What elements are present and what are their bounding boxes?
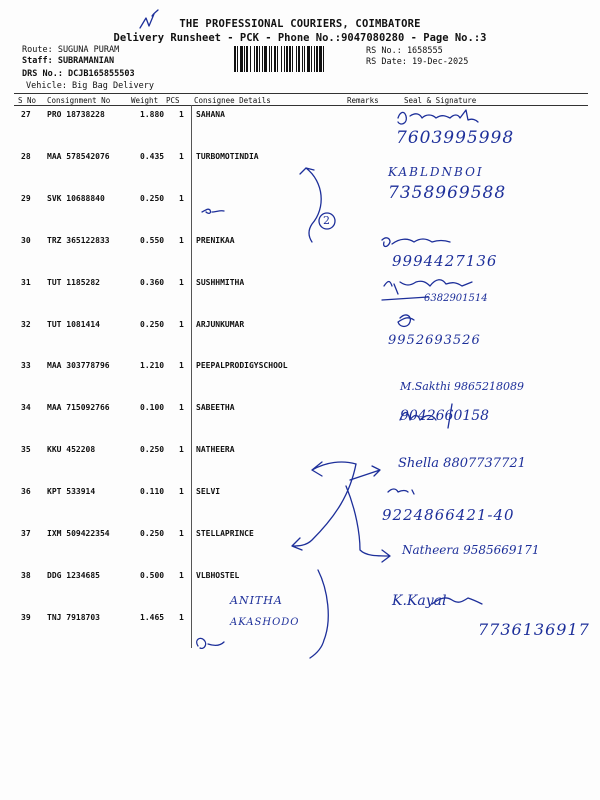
barcode-bar xyxy=(302,46,303,72)
handwritten-signature: Natheera 9585669171 xyxy=(402,543,540,557)
handwritten-name: ANITHA xyxy=(230,594,283,607)
handwritten-phone: 9224866421-40 xyxy=(382,506,515,524)
barcode-bar xyxy=(296,46,297,72)
barcode-bar xyxy=(284,46,285,72)
pieces-count: 1 xyxy=(179,193,184,203)
weight-value: 0.110 xyxy=(140,487,165,497)
handwritten-signature: K.Kayal xyxy=(392,593,447,609)
pieces-count: 1 xyxy=(179,235,184,245)
consignee-name: STELLAPRINCE xyxy=(196,529,254,538)
weight-value: 0.250 xyxy=(140,319,165,329)
pieces-count: 1 xyxy=(179,361,184,371)
consignment-number: MAA 715092766 xyxy=(47,403,110,413)
weight-value: 0.250 xyxy=(140,193,165,203)
header-rule-bottom xyxy=(14,105,588,106)
weight-value: 1.210 xyxy=(140,361,165,371)
handwritten-phone: 9994427136 xyxy=(392,252,498,270)
handwritten-phone: 7603995998 xyxy=(396,128,515,148)
barcode-bar xyxy=(311,46,312,72)
barcode-bar xyxy=(240,46,243,72)
handwritten-phone: 7358969588 xyxy=(388,183,507,203)
col-sno: S No xyxy=(18,96,37,105)
table-row xyxy=(0,152,600,194)
barcode-bar xyxy=(286,46,288,72)
serial-number: 37 xyxy=(21,529,31,538)
handwritten-phone: 9952693526 xyxy=(388,333,481,348)
barcode-bar xyxy=(244,46,245,72)
consignment-number: SVK 10688840 xyxy=(47,193,105,203)
weight-value: 0.250 xyxy=(140,445,165,455)
serial-number: 39 xyxy=(21,612,31,622)
barcode-bar xyxy=(277,46,278,72)
consignee-name: SELVI xyxy=(196,487,221,497)
consignment-number: TUT 1185282 xyxy=(47,277,100,287)
table-row xyxy=(0,571,600,613)
barcode-bar xyxy=(314,46,315,72)
document-subtitle: Delivery Runsheet - PCK - Phone No.:9047080280 - Page No.:3 xyxy=(113,32,487,44)
rs-number: RS No.: 1658555 xyxy=(366,46,443,56)
rs-date: RS Date: 19-Dec-2025 xyxy=(366,57,469,67)
pieces-count: 1 xyxy=(179,570,184,580)
barcode-bar xyxy=(323,46,324,72)
barcode-bar xyxy=(234,46,236,72)
col-pcs: PCS xyxy=(166,96,180,105)
col-seal-signature: Seal & Signature xyxy=(404,96,477,105)
consignment-number: IXM 509422354 xyxy=(47,529,110,538)
barcode-bar xyxy=(259,46,260,72)
weight-value: 0.100 xyxy=(140,403,165,413)
consignment-number: TNJ 7918703 xyxy=(47,612,100,622)
drs-number: DRS No.: DCJB165855503 xyxy=(22,69,135,79)
barcode-bar xyxy=(250,46,251,72)
consignee-name: TURBOMOTINDIA xyxy=(196,151,259,161)
barcode-bar xyxy=(307,46,310,72)
barcode-bar xyxy=(298,46,300,72)
barcode-bar xyxy=(269,46,270,72)
barcode-bar xyxy=(262,46,263,72)
handwritten-phone: 9042660158 xyxy=(400,408,490,424)
vehicle-label: Vehicle: Big Bag Delivery xyxy=(26,81,154,91)
barcode-bar xyxy=(319,46,322,72)
consignment-number: DDG 1234685 xyxy=(47,570,100,580)
barcode-bar xyxy=(289,46,291,72)
pieces-count: 1 xyxy=(179,277,184,287)
handwritten-name: KABLDNBOI xyxy=(388,165,484,179)
consignment-number: PRO 18738228 xyxy=(47,110,105,119)
weight-value: 1.880 xyxy=(140,110,165,119)
weight-value: 0.550 xyxy=(140,235,165,245)
consignee-name: VLBHOSTEL xyxy=(196,570,240,580)
pieces-count: 1 xyxy=(179,487,184,497)
consignee-name: PEEPALPRODIGYSCHOOL xyxy=(196,361,288,371)
consignment-number: TRZ 365122833 xyxy=(47,235,110,245)
consignment-number: MAA 578542076 xyxy=(47,151,110,161)
weight-value: 0.360 xyxy=(140,277,165,287)
route-label: Route: SUGUNA PURAM xyxy=(22,45,120,55)
pieces-count: 1 xyxy=(179,612,184,622)
pieces-count: 1 xyxy=(179,403,184,413)
table-row xyxy=(0,320,600,362)
consignee-name: SUSHHMITHA xyxy=(196,277,245,287)
col-weight: Weight xyxy=(131,96,159,105)
serial-number: 29 xyxy=(21,193,31,203)
table-row xyxy=(0,403,600,445)
barcode-bar xyxy=(256,46,258,72)
handwritten-signature: M.Sakthi 9865218089 xyxy=(400,380,525,393)
barcode-bar xyxy=(254,46,255,72)
col-consignee: Consignee Details xyxy=(194,96,271,105)
barcode-bar xyxy=(246,46,248,72)
barcode-bar xyxy=(304,46,305,72)
serial-number: 28 xyxy=(21,151,31,161)
serial-number: 36 xyxy=(21,487,31,497)
table-row xyxy=(0,278,600,320)
barcode-bar xyxy=(281,46,282,72)
handwritten-name: AKASHODO xyxy=(230,617,300,628)
col-consignment: Consignment No xyxy=(47,96,111,105)
handwritten-phone: 7736136917 xyxy=(478,620,590,639)
consignee-name: NATHEERA xyxy=(196,445,235,455)
serial-number: 33 xyxy=(21,361,31,371)
barcode-bar xyxy=(271,46,272,72)
barcode-bar xyxy=(237,46,238,72)
consignee-name: PRENIKAA xyxy=(196,235,235,245)
barcode-bar xyxy=(292,46,293,72)
consignee-name: SABEETHA xyxy=(196,403,235,413)
serial-number: 27 xyxy=(21,110,31,119)
serial-number: 38 xyxy=(21,570,31,580)
handwritten-signature: Shella 8807737721 xyxy=(398,456,526,471)
header-rule-top xyxy=(14,93,588,94)
consignee-name: ARJUNKUMAR xyxy=(196,319,245,329)
handwritten-phone: 6382901514 xyxy=(424,293,488,304)
document-title: THE PROFESSIONAL COURIERS, COIMBATORE xyxy=(179,18,421,30)
table-row xyxy=(0,194,600,236)
weight-value: 0.250 xyxy=(140,529,165,538)
col-remarks: Remarks xyxy=(347,96,379,105)
circled-number: 2 xyxy=(323,214,330,227)
pieces-count: 1 xyxy=(179,151,184,161)
barcode-bar xyxy=(274,46,276,72)
consignment-number: MAA 303778796 xyxy=(47,361,110,371)
pieces-count: 1 xyxy=(179,529,184,538)
serial-number: 30 xyxy=(21,235,31,245)
barcode xyxy=(234,46,362,72)
serial-number: 32 xyxy=(21,319,31,329)
barcode-bar xyxy=(264,46,267,72)
barcode-bar xyxy=(316,46,318,72)
weight-value: 1.465 xyxy=(140,612,165,622)
weight-value: 0.500 xyxy=(140,570,165,580)
table-row xyxy=(0,236,600,278)
consignment-number: KKU 452208 xyxy=(47,445,96,455)
pieces-count: 1 xyxy=(179,110,184,119)
consignment-number: KPT 533914 xyxy=(47,487,96,497)
serial-number: 34 xyxy=(21,403,31,413)
serial-number: 31 xyxy=(21,277,31,287)
pieces-count: 1 xyxy=(179,319,184,329)
consignee-name: SAHANA xyxy=(196,110,225,119)
pieces-count: 1 xyxy=(179,445,184,455)
consignment-number: TUT 1081414 xyxy=(47,319,100,329)
staff-label: Staff: SUBRAMANIAN xyxy=(22,56,115,66)
serial-number: 35 xyxy=(21,445,31,455)
weight-value: 0.435 xyxy=(140,151,165,161)
